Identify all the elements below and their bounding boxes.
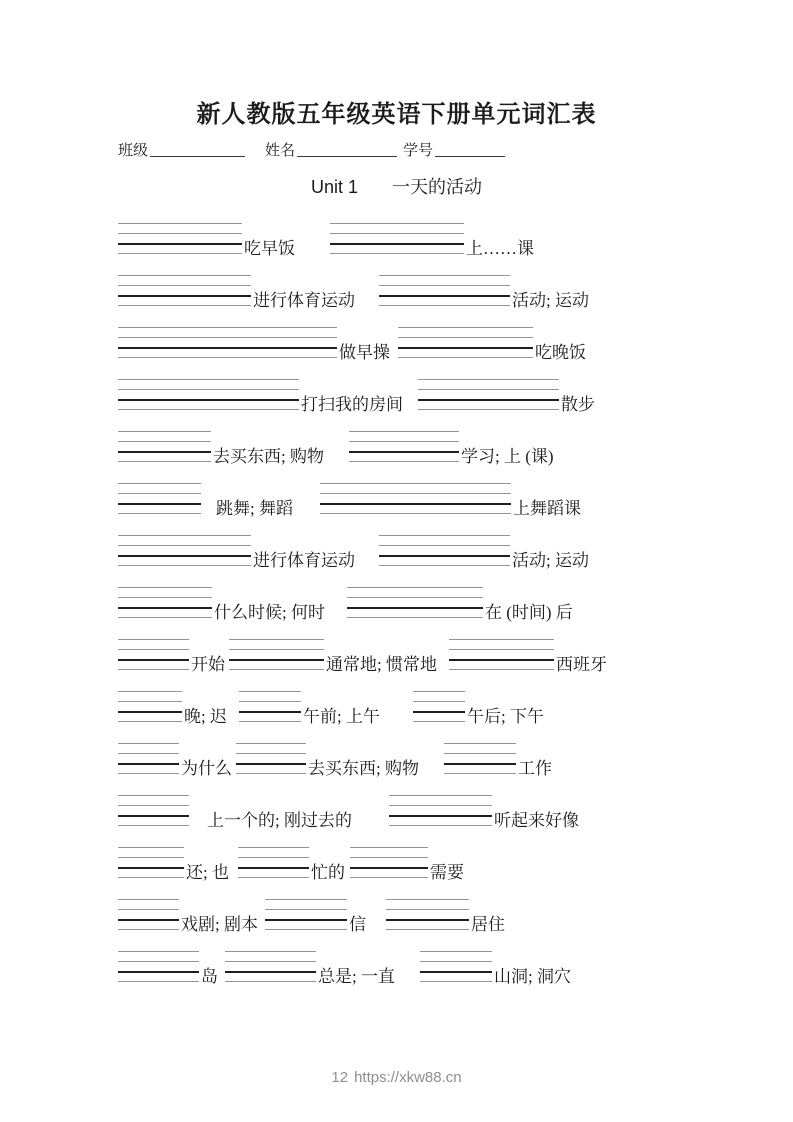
vocab-entry bbox=[320, 483, 581, 518]
writing-guide-line bbox=[265, 929, 347, 930]
writing-base-line bbox=[347, 607, 483, 609]
writing-guide-line bbox=[379, 565, 510, 566]
writing-guide-line bbox=[225, 981, 316, 982]
entry-chinese-label: 上舞蹈课 bbox=[512, 499, 581, 518]
writing-lines-blank bbox=[118, 327, 337, 358]
vocab-row bbox=[118, 535, 675, 570]
writing-guide-line bbox=[389, 825, 492, 826]
writing-guide-line bbox=[386, 909, 469, 910]
writing-guide-line bbox=[330, 253, 464, 254]
writing-base-line bbox=[449, 659, 554, 661]
writing-guide-line bbox=[265, 909, 347, 910]
writing-guide-line bbox=[449, 639, 554, 640]
writing-lines-blank bbox=[118, 275, 251, 306]
writing-base-line bbox=[418, 399, 559, 401]
entry-chinese-label: 打扫我的房间 bbox=[301, 395, 403, 414]
vocab-entry bbox=[265, 899, 366, 934]
writing-guide-line bbox=[320, 513, 511, 514]
entry-chinese-label: 西班牙 bbox=[555, 655, 607, 674]
class-field-label: 班级 bbox=[118, 143, 149, 159]
vocab-entry bbox=[420, 951, 571, 986]
entry-chinese-label: 通常地; 惯常地 bbox=[326, 655, 437, 674]
page-number: 12 bbox=[331, 1069, 349, 1086]
writing-guide-line bbox=[118, 649, 189, 650]
writing-guide-line bbox=[118, 691, 182, 692]
writing-base-line bbox=[118, 867, 184, 869]
vocab-entry bbox=[347, 587, 573, 622]
writing-guide-line bbox=[118, 857, 184, 858]
writing-lines-blank bbox=[239, 691, 301, 722]
writing-base-line bbox=[420, 971, 492, 973]
vocab-entry bbox=[118, 691, 227, 726]
writing-guide-line bbox=[225, 961, 316, 962]
writing-guide-line bbox=[118, 825, 189, 826]
writing-guide-line bbox=[229, 639, 324, 640]
writing-guide-line bbox=[449, 669, 554, 670]
vocab-entry bbox=[350, 847, 464, 882]
writing-base-line bbox=[118, 503, 201, 505]
writing-lines-blank bbox=[413, 691, 465, 722]
writing-guide-line bbox=[118, 743, 179, 744]
writing-lines-blank bbox=[379, 535, 510, 566]
vocab-entry bbox=[225, 951, 395, 986]
entry-chinese-label: 听起来好像 bbox=[493, 811, 579, 830]
writing-guide-line bbox=[239, 701, 301, 702]
writing-guide-line bbox=[350, 877, 428, 878]
vocab-entry bbox=[349, 431, 554, 466]
writing-base-line bbox=[238, 867, 309, 869]
writing-guide-line bbox=[118, 379, 299, 380]
writing-base-line bbox=[236, 763, 306, 765]
writing-lines-blank bbox=[389, 795, 492, 826]
vocab-entry bbox=[418, 379, 595, 414]
writing-guide-line bbox=[225, 951, 316, 952]
vocab-entry bbox=[118, 275, 355, 310]
vocab-row bbox=[118, 951, 675, 986]
entry-chinese-label: 为什么 bbox=[181, 759, 232, 778]
writing-base-line bbox=[118, 243, 242, 245]
writing-base-line bbox=[118, 763, 179, 765]
entry-chinese-label: 进行体育运动 bbox=[253, 291, 355, 310]
writing-lines-blank bbox=[118, 535, 251, 566]
writing-guide-line bbox=[398, 327, 533, 328]
vocab-entry bbox=[330, 223, 534, 258]
vocab-entry bbox=[236, 743, 419, 778]
writing-guide-line bbox=[444, 743, 516, 744]
writing-guide-line bbox=[236, 753, 306, 754]
vocab-entry bbox=[118, 483, 293, 518]
writing-guide-line bbox=[118, 899, 179, 900]
vocab-entry bbox=[379, 275, 589, 310]
writing-lines-blank bbox=[118, 431, 211, 462]
writing-guide-line bbox=[118, 847, 184, 848]
writing-guide-line bbox=[265, 899, 347, 900]
writing-lines-blank bbox=[118, 587, 212, 618]
entry-chinese-label: 做早操 bbox=[339, 343, 390, 362]
writing-guide-line bbox=[118, 773, 179, 774]
writing-guide-line bbox=[418, 409, 559, 410]
entry-chinese-label: 戏剧; 剧本 bbox=[181, 915, 258, 934]
writing-base-line bbox=[265, 919, 347, 921]
name-blank-line bbox=[297, 142, 397, 157]
entry-chinese-label: 总是; 一直 bbox=[318, 967, 395, 986]
vocab-row bbox=[118, 743, 675, 778]
writing-guide-line bbox=[118, 337, 337, 338]
writing-lines-blank bbox=[398, 327, 533, 358]
writing-guide-line bbox=[330, 233, 464, 234]
writing-guide-line bbox=[349, 441, 459, 442]
vocab-rows bbox=[118, 223, 675, 986]
writing-guide-line bbox=[379, 285, 510, 286]
writing-guide-line bbox=[118, 357, 337, 358]
writing-guide-line bbox=[238, 847, 309, 848]
writing-base-line bbox=[118, 451, 211, 453]
vocab-entry bbox=[389, 795, 579, 830]
entry-chinese-label: 信 bbox=[348, 915, 366, 934]
writing-lines-blank bbox=[118, 691, 182, 722]
writing-base-line bbox=[413, 711, 465, 713]
writing-base-line bbox=[118, 555, 251, 557]
writing-guide-line bbox=[386, 899, 469, 900]
writing-base-line bbox=[118, 399, 299, 401]
writing-guide-line bbox=[118, 951, 199, 952]
writing-guide-line bbox=[386, 929, 469, 930]
footer-url: https://xkw88.cn bbox=[354, 1069, 462, 1086]
vocab-entry bbox=[229, 639, 437, 674]
writing-guide-line bbox=[118, 223, 242, 224]
writing-guide-line bbox=[118, 929, 179, 930]
entry-chinese-label: 吃早饭 bbox=[244, 239, 295, 258]
writing-guide-line bbox=[347, 597, 483, 598]
vocab-row bbox=[118, 431, 675, 466]
writing-guide-line bbox=[349, 431, 459, 432]
vocab-entry bbox=[238, 847, 345, 882]
writing-base-line bbox=[389, 815, 492, 817]
writing-guide-line bbox=[349, 461, 459, 462]
page-title: 新人教版五年级英语下册单元词汇表 bbox=[196, 102, 597, 128]
entry-chinese-label: 什么时候; 何时 bbox=[214, 603, 325, 622]
unit-heading bbox=[118, 175, 675, 199]
writing-guide-line bbox=[418, 389, 559, 390]
vocab-row bbox=[118, 795, 675, 830]
entry-chinese-label: 忙的 bbox=[310, 863, 345, 882]
vocab-row bbox=[118, 223, 675, 258]
vocab-entry bbox=[118, 795, 352, 830]
student-info-fields bbox=[118, 140, 675, 161]
writing-guide-line bbox=[118, 639, 189, 640]
entry-chinese-label: 需要 bbox=[429, 863, 464, 882]
entry-chinese-label: 岛 bbox=[201, 967, 218, 986]
entry-chinese-label: 活动; 运动 bbox=[512, 551, 589, 570]
writing-lines-blank bbox=[118, 847, 184, 878]
entry-chinese-label: 去买东西; 购物 bbox=[308, 759, 419, 778]
vocab-entry bbox=[118, 431, 324, 466]
writing-guide-line bbox=[118, 669, 189, 670]
writing-base-line bbox=[239, 711, 301, 713]
writing-guide-line bbox=[118, 409, 299, 410]
entry-chinese-label: 开始 bbox=[191, 655, 225, 674]
vocab-entry bbox=[398, 327, 586, 362]
page-footer bbox=[0, 1069, 793, 1086]
writing-lines-blank bbox=[118, 223, 242, 254]
vocab-entry bbox=[118, 899, 258, 934]
student-number-blank-line bbox=[435, 142, 505, 157]
writing-guide-line bbox=[449, 649, 554, 650]
writing-lines-blank bbox=[118, 483, 201, 514]
writing-guide-line bbox=[239, 691, 301, 692]
vocab-entry bbox=[118, 535, 355, 570]
writing-guide-line bbox=[118, 233, 242, 234]
vocab-entry bbox=[386, 899, 505, 934]
student-number-field bbox=[403, 140, 505, 161]
entry-chinese-label: 居住 bbox=[470, 915, 505, 934]
writing-guide-line bbox=[238, 857, 309, 858]
writing-base-line bbox=[118, 295, 251, 297]
writing-guide-line bbox=[320, 493, 511, 494]
vocab-entry bbox=[118, 743, 232, 778]
writing-guide-line bbox=[379, 275, 510, 276]
vocab-entry bbox=[379, 535, 589, 570]
writing-lines-blank bbox=[118, 795, 189, 826]
name-field-label: 姓名 bbox=[265, 143, 296, 159]
writing-guide-line bbox=[330, 223, 464, 224]
writing-lines-blank bbox=[350, 847, 428, 878]
writing-guide-line bbox=[420, 961, 492, 962]
writing-guide-line bbox=[118, 253, 242, 254]
writing-guide-line bbox=[444, 773, 516, 774]
writing-guide-line bbox=[118, 597, 212, 598]
writing-guide-line bbox=[118, 877, 184, 878]
vocab-entry bbox=[118, 587, 325, 622]
vocab-row bbox=[118, 847, 675, 882]
vocab-entry bbox=[118, 847, 229, 882]
writing-guide-line bbox=[118, 483, 201, 484]
writing-guide-line bbox=[236, 743, 306, 744]
writing-guide-line bbox=[118, 513, 201, 514]
writing-base-line bbox=[330, 243, 464, 245]
entry-chinese-label: 上一个的; 刚过去的 bbox=[207, 811, 352, 830]
writing-guide-line bbox=[413, 721, 465, 722]
writing-guide-line bbox=[118, 909, 179, 910]
writing-guide-line bbox=[118, 535, 251, 536]
writing-lines-blank bbox=[238, 847, 309, 878]
writing-lines-blank bbox=[225, 951, 316, 982]
writing-guide-line bbox=[118, 565, 251, 566]
writing-base-line bbox=[349, 451, 459, 453]
entry-chinese-label: 在 (时间) 后 bbox=[484, 603, 573, 622]
writing-base-line bbox=[379, 295, 510, 297]
writing-lines-blank bbox=[449, 639, 554, 670]
vocab-row bbox=[118, 379, 675, 414]
entry-chinese-label: 学习; 上 (课) bbox=[460, 447, 554, 466]
writing-guide-line bbox=[118, 493, 201, 494]
writing-guide-line bbox=[413, 701, 465, 702]
writing-lines-blank bbox=[379, 275, 510, 306]
vocab-row bbox=[118, 587, 675, 622]
vocab-row bbox=[118, 639, 675, 674]
unit-number: Unit 1 bbox=[310, 177, 359, 197]
entry-chinese-label: 活动; 运动 bbox=[512, 291, 589, 310]
writing-lines-blank bbox=[347, 587, 483, 618]
writing-lines-blank bbox=[118, 899, 179, 930]
writing-guide-line bbox=[118, 461, 211, 462]
vocab-entry bbox=[449, 639, 607, 674]
writing-guide-line bbox=[418, 379, 559, 380]
entry-chinese-label: 散步 bbox=[561, 395, 595, 414]
writing-guide-line bbox=[420, 981, 492, 982]
vocab-entry bbox=[118, 379, 403, 414]
writing-base-line bbox=[386, 919, 469, 921]
writing-guide-line bbox=[118, 961, 199, 962]
writing-guide-line bbox=[118, 431, 211, 432]
writing-base-line bbox=[398, 347, 533, 349]
writing-guide-line bbox=[118, 275, 251, 276]
writing-lines-blank bbox=[418, 379, 559, 410]
writing-guide-line bbox=[118, 285, 251, 286]
writing-guide-line bbox=[347, 617, 483, 618]
writing-guide-line bbox=[118, 305, 251, 306]
writing-lines-blank bbox=[444, 743, 516, 774]
writing-guide-line bbox=[118, 721, 182, 722]
writing-guide-line bbox=[118, 805, 189, 806]
entry-chinese-label: 进行体育运动 bbox=[253, 551, 355, 570]
writing-lines-blank bbox=[349, 431, 459, 462]
writing-guide-line bbox=[350, 857, 428, 858]
name-field bbox=[265, 140, 397, 161]
entry-chinese-label: 还; 也 bbox=[186, 863, 229, 882]
vocab-row bbox=[118, 327, 675, 362]
writing-lines-blank bbox=[236, 743, 306, 774]
vocab-entry bbox=[118, 951, 218, 986]
writing-lines-blank bbox=[330, 223, 464, 254]
writing-guide-line bbox=[320, 483, 511, 484]
writing-guide-line bbox=[229, 669, 324, 670]
writing-guide-line bbox=[118, 441, 211, 442]
writing-base-line bbox=[350, 867, 428, 869]
writing-guide-line bbox=[118, 981, 199, 982]
writing-guide-line bbox=[118, 795, 189, 796]
writing-guide-line bbox=[398, 357, 533, 358]
writing-base-line bbox=[118, 659, 189, 661]
writing-guide-line bbox=[118, 389, 299, 390]
writing-base-line bbox=[118, 815, 189, 817]
entry-chinese-label: 吃晚饭 bbox=[535, 343, 586, 362]
vocab-row bbox=[118, 483, 675, 518]
writing-base-line bbox=[229, 659, 324, 661]
writing-lines-blank bbox=[320, 483, 511, 514]
writing-guide-line bbox=[379, 535, 510, 536]
writing-guide-line bbox=[347, 587, 483, 588]
vocab-row bbox=[118, 691, 675, 726]
vocab-row bbox=[118, 275, 675, 310]
writing-guide-line bbox=[118, 701, 182, 702]
writing-guide-line bbox=[236, 773, 306, 774]
writing-guide-line bbox=[389, 805, 492, 806]
writing-guide-line bbox=[118, 753, 179, 754]
writing-lines-blank bbox=[386, 899, 469, 930]
vocab-entry bbox=[118, 327, 390, 362]
writing-guide-line bbox=[398, 337, 533, 338]
writing-guide-line bbox=[239, 721, 301, 722]
writing-lines-blank bbox=[118, 743, 179, 774]
writing-base-line bbox=[444, 763, 516, 765]
writing-guide-line bbox=[379, 545, 510, 546]
entry-chinese-label: 晚; 迟 bbox=[184, 707, 227, 726]
entry-chinese-label: 午前; 上午 bbox=[302, 707, 380, 726]
vocab-entry bbox=[444, 743, 552, 778]
entry-chinese-label: 午后; 下午 bbox=[466, 707, 544, 726]
vocab-entry bbox=[118, 639, 225, 674]
writing-lines-blank bbox=[420, 951, 492, 982]
writing-lines-blank bbox=[265, 899, 347, 930]
vocab-entry bbox=[413, 691, 544, 726]
writing-base-line bbox=[118, 711, 182, 713]
writing-base-line bbox=[320, 503, 511, 505]
writing-guide-line bbox=[118, 587, 212, 588]
writing-base-line bbox=[118, 607, 212, 609]
vocab-entry bbox=[118, 223, 295, 258]
writing-base-line bbox=[225, 971, 316, 973]
writing-guide-line bbox=[229, 649, 324, 650]
writing-lines-blank bbox=[118, 379, 299, 410]
writing-guide-line bbox=[118, 617, 212, 618]
writing-lines-blank bbox=[118, 951, 199, 982]
writing-guide-line bbox=[350, 847, 428, 848]
writing-lines-blank bbox=[229, 639, 324, 670]
unit-topic: 一天的活动 bbox=[392, 177, 483, 197]
class-blank-line bbox=[150, 142, 245, 157]
writing-guide-line bbox=[413, 691, 465, 692]
student-number-field-label: 学号 bbox=[403, 143, 434, 159]
writing-guide-line bbox=[238, 877, 309, 878]
class-field bbox=[118, 140, 245, 161]
writing-guide-line bbox=[118, 545, 251, 546]
vocab-row bbox=[118, 899, 675, 934]
writing-guide-line bbox=[420, 951, 492, 952]
entry-chinese-label: 上……课 bbox=[466, 239, 534, 258]
vocab-entry bbox=[239, 691, 380, 726]
writing-base-line bbox=[118, 971, 199, 973]
writing-lines-blank bbox=[118, 639, 189, 670]
writing-base-line bbox=[379, 555, 510, 557]
writing-guide-line bbox=[379, 305, 510, 306]
entry-chinese-label: 跳舞; 舞蹈 bbox=[216, 499, 293, 518]
writing-base-line bbox=[118, 347, 337, 349]
entry-chinese-label: 去买东西; 购物 bbox=[213, 447, 324, 466]
entry-chinese-label: 工作 bbox=[517, 759, 552, 778]
entry-chinese-label: 山洞; 洞穴 bbox=[493, 967, 571, 986]
writing-guide-line bbox=[389, 795, 492, 796]
writing-guide-line bbox=[118, 327, 337, 328]
writing-base-line bbox=[118, 919, 179, 921]
writing-guide-line bbox=[444, 753, 516, 754]
